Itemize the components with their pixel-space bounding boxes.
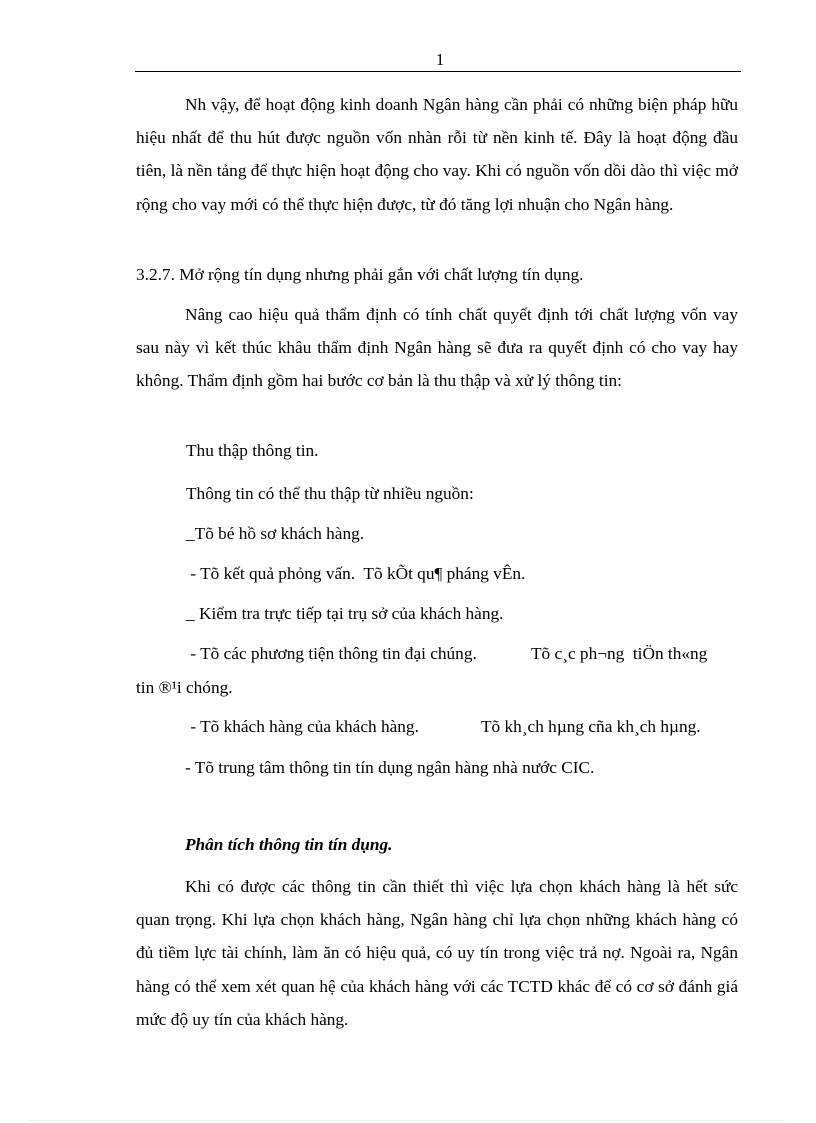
list-item: - Tõ kết quả phỏng vấn. Tõ kÕt qu¶ pháng vÊn.: [186, 564, 526, 583]
section-heading: 3.2.7. Mở rộng tín dụng nhưng phải gắn với chất lượng tín dụng.: [136, 265, 584, 284]
list-item: - Tõ trung tâm thông tin tín dụng ngân hàng nhà nước CIC.: [185, 758, 595, 777]
sources-intro: Thông tin có thể thu thập từ nhiều nguồn:: [186, 484, 474, 503]
subheading-analysis: Phân tích thông tin tín dụng.: [185, 835, 393, 854]
page-bottom-border: [30, 1120, 786, 1121]
list-item: _Tõ bé hồ sơ khách hàng.: [186, 524, 365, 543]
paragraph-analysis: Khi có được các thông tin cần thiết thì việc lựa chọn khách hàng là hết sức quan trọng. Khi lựa chọn khách hàng, Ngân hàng chỉ lựa chọn những khách hàng có đủ tiềm lực tài chính, làm ăn có hiệu quả, có uy tín trong việc trả nợ. Ngoài ra, Ngân hàng có thể xem xét quan hệ của khách hàng với các TCTD khác để có cơ sở đánh giá mức độ uy tín của khách hàng.: [136, 877, 738, 1029]
list-item: - Tõ khách hàng của khách hàng.: [186, 717, 419, 736]
header-rule: [135, 71, 741, 72]
list-item: _ Kiểm tra trực tiếp tại trụ sở của khách hàng.: [186, 604, 504, 623]
paragraph-appraisal: Nâng cao hiệu quả thẩm định có tính chất quyết định tới chất lượng vốn vay sau này vì kết thúc khâu thẩm định Ngân hàng sẽ đưa ra quyết định có cho vay hay không. Thẩm định gồm hai bước cơ bản là thu thập và xử lý thông tin:: [136, 305, 738, 391]
list-item-continuation: tin ®¹i chóng.: [136, 678, 233, 697]
list-item-garbled: Tõ c¸c ph¬ng tiÖn th«ng: [531, 644, 708, 663]
subheading-collect-info: Thu thập thông tin.: [186, 441, 319, 460]
page-number: 1: [435, 50, 445, 69]
paragraph-intro: Nh vậy, để hoạt động kinh doanh Ngân hàng cần phải có những biện pháp hữu hiệu nhất để thu hút được nguồn vốn nhàn rỗi từ nền kinh tế. Đây là hoạt động đầu tiên, là nền tảng để thực hiện hoạt động cho vay. Khi có nguồn vốn dồi dào thì việc mở rộng cho vay mới có thể thực hiện được, từ đó tăng lợi nhuận cho Ngân hàng.: [136, 95, 738, 214]
list-item-garbled: Tõ kh¸ch hµng cña kh¸ch hµng.: [481, 717, 701, 736]
list-item: - Tõ các phương tiện thông tin đại chúng.: [186, 644, 477, 663]
